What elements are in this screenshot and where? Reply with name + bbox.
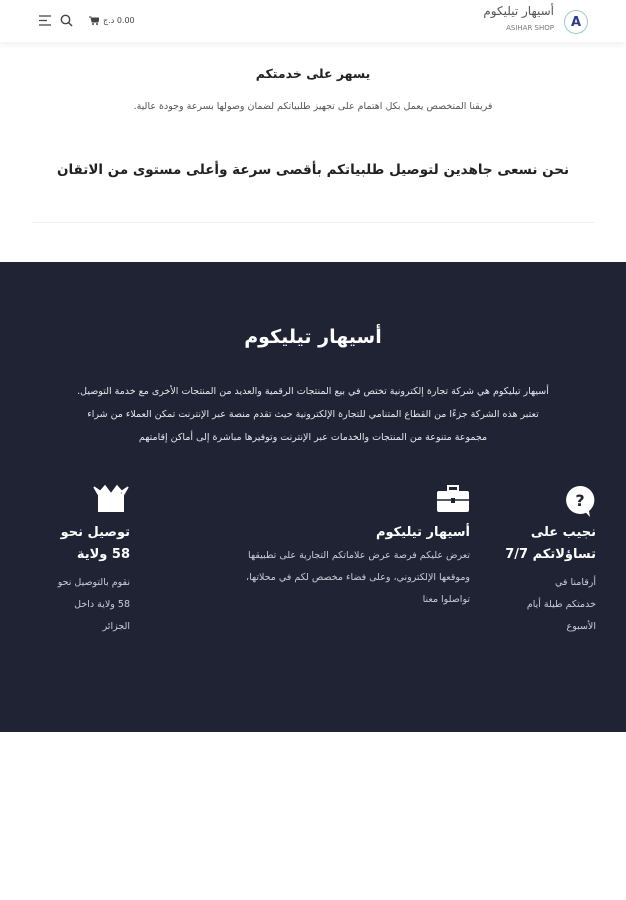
feature-title: تساؤلاتكم 7/7 [505,547,596,562]
feature-text: نقوم بالتوصيل نحو [57,577,130,588]
feature-text: 58 ولاية داخل [74,599,130,610]
feature-text: الأسبوع [566,621,596,632]
feature-text: تواصلوا معنا [422,594,470,605]
feature-text: وموقعها الإلكتروني، وعلى فضاء مخصص لكم في محلاتها، [246,572,470,583]
feature-text: تعرض عليكم فرصة عرض علاماتكم التجارية على تطبيقها [248,550,470,561]
question-bubble-icon [564,484,596,518]
intro-text: فريقنا المتخصص يعمل بكل اهتمام على تجهيز طلبياتكم لضمان وصولها بسرعة وجودة عالية. [133,101,493,112]
feature-brand [180,484,470,611]
cart-button[interactable] [89,16,135,25]
feature-text: الجزائر [102,621,130,632]
menu-icon[interactable] [38,15,52,26]
brand[interactable] [483,4,554,32]
briefcase-icon [436,484,470,514]
brand-name-ar: أسيهار تيليكوم [483,4,554,18]
intro-tagline: نحن نسعى جاهدين لتوصيل طلبياتكم بأقصى سرعة وأعلى مستوى من الاتقان [56,162,570,178]
search-icon[interactable] [60,14,73,27]
about-title: أسيهار تيليكوم [244,326,382,348]
about-text [0,380,626,449]
feature-title: أسيهار تيليكوم [375,525,470,540]
feature-title: نجيب على [530,525,596,540]
svg-text:?: ? [575,491,585,510]
divider [32,222,594,223]
feature-support [476,484,596,638]
logo[interactable]: A [564,10,588,34]
about-line: أسيهار تيليكوم هي شركة تجارة إلكترونية تختص في بيع المنتجات الرقمية والعديد من المنتجات الأخرى مع خدمة التوصيل. [77,386,549,397]
feature-title: 58 ولاية [76,547,130,562]
feature-title: توصيل نحو [60,525,130,540]
intro-heading: يسهر على خدمتكم [255,66,371,81]
feature-text: أرقامنا في [555,577,596,588]
site-header [0,0,626,42]
brand-name-en: ASIHAR SHOP [506,24,554,32]
about-line: تعتبر هذه الشركة جزءًا من القطاع المتنامي للتجارة الإلكترونية حيث تقدم منصة عبر الإنترنت تمكن العملاء من شراء [87,409,539,420]
about-section [0,262,626,732]
cart-total: 0.00 د.ج [103,16,135,25]
about-line: مجموعة متنوعة من المنتجات والخدمات عبر الإنترنت وتوفيرها مباشرة إلى أماكن إقامتهم [138,432,488,443]
feature-text: خدمتكم طيلة أيام [526,599,596,610]
box-icon [92,484,130,514]
cart-icon [89,16,99,25]
feature-delivery [20,484,130,638]
